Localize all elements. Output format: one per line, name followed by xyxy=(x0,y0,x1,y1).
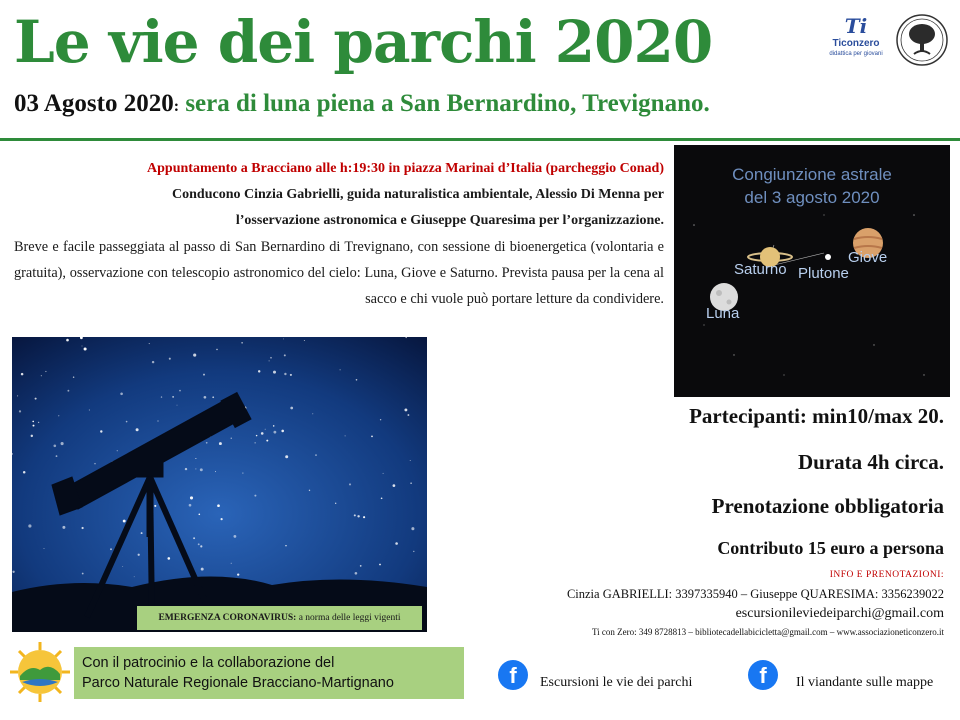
date-separator: : xyxy=(173,98,180,115)
booking-info: Prenotazione obbligatoria xyxy=(711,494,944,518)
contacts-phones: Cinzia GABRIELLI: 3397335940 – Giuseppe QUARESIMA: 3356239022 xyxy=(566,587,944,601)
facebook-icon[interactable]: f xyxy=(498,660,528,690)
planets-caption-line2: del 3 agosto 2020 xyxy=(744,188,880,207)
duration-info: Durata 4h circa. xyxy=(797,450,944,474)
contacts-email[interactable]: escursionileviedeiparchi@gmail.com xyxy=(735,606,944,621)
appointment-text: Appuntamento a Bracciano alle h:19:30 in piazza Marinai d’Italia (parcheggio Conad) xyxy=(147,161,664,176)
ticonzero-name: Ticonzero xyxy=(832,38,880,49)
emergency-notice xyxy=(137,606,422,630)
ticonzero-tagline: didattica per giovani xyxy=(829,51,883,57)
patronage-line2: Parco Naturale Regionale Bracciano-Martignano xyxy=(82,675,394,691)
facebook-page-label-2[interactable]: Il viandante sulle mappe xyxy=(796,675,934,690)
ticonzero-mark: Ti xyxy=(844,14,868,38)
patronage-panel xyxy=(74,647,464,699)
fee-info: Contributo 15 euro a persona xyxy=(717,538,944,558)
tree-logo-icon xyxy=(896,14,948,66)
planets-caption xyxy=(674,163,950,209)
guides-text-line2: l’osservazione astronomica e Giuseppe Quaresima per l’organizzazione. xyxy=(235,213,664,228)
event-subtitle: sera di luna piena a San Bernardino, Trevignano. xyxy=(185,90,710,117)
park-logo-icon xyxy=(8,640,72,704)
contacts-ticonzero[interactable]: Ti con Zero: 349 8728813 – bibliotecadellabicicletta@gmail.com – www.associazioneticonzero.it xyxy=(591,627,944,637)
patronage-line1: Con il patrocinio e la collaborazione del xyxy=(82,655,335,671)
planet-label-giove: Giove xyxy=(848,249,888,266)
planet-label-luna: Luna xyxy=(706,305,740,322)
facebook-icon[interactable]: f xyxy=(748,660,778,690)
guides-text-line1: Conducono Cinzia Gabrielli, guida naturalistica ambientale, Alessio Di Menna per xyxy=(172,187,664,202)
emergency-notice-bold: EMERGENZA CORONAVIRUS: xyxy=(158,613,297,623)
planet-label-saturno: Saturno xyxy=(734,261,787,278)
header-divider xyxy=(0,138,960,141)
contacts-heading: INFO E PRENOTAZIONI: xyxy=(829,570,944,580)
emergency-notice-rest: a norma delle leggi vigenti xyxy=(296,613,401,623)
planets-caption-line1: Congiunzione astrale xyxy=(732,165,892,184)
facebook-page-label-1[interactable]: Escursioni le vie dei parchi xyxy=(540,675,693,690)
event-description xyxy=(14,156,664,312)
telescope-night-sky-image xyxy=(12,337,427,632)
event-date-line xyxy=(14,90,710,118)
event-date: 03 Agosto 2020 xyxy=(14,90,174,117)
page-title: Le vie dei parchi 2020 xyxy=(14,8,713,76)
description-body: Breve e facile passeggiata al passo di San Bernardino di Trevignano, con sessione di bioenergetica (volontaria e gratuita), osservazione con telescopio astronomico del cielo: Luna, Giove e Saturno. Prevista pausa per la cena al sacco e chi vuole può portare letture da condividere. xyxy=(14,239,664,307)
ticonzero-logo xyxy=(826,14,886,68)
participants-info: Partecipanti: min10/max 20. xyxy=(689,404,944,428)
planet-label-plutone: Plutone xyxy=(798,265,849,282)
planets-conjunction-image xyxy=(674,145,950,397)
